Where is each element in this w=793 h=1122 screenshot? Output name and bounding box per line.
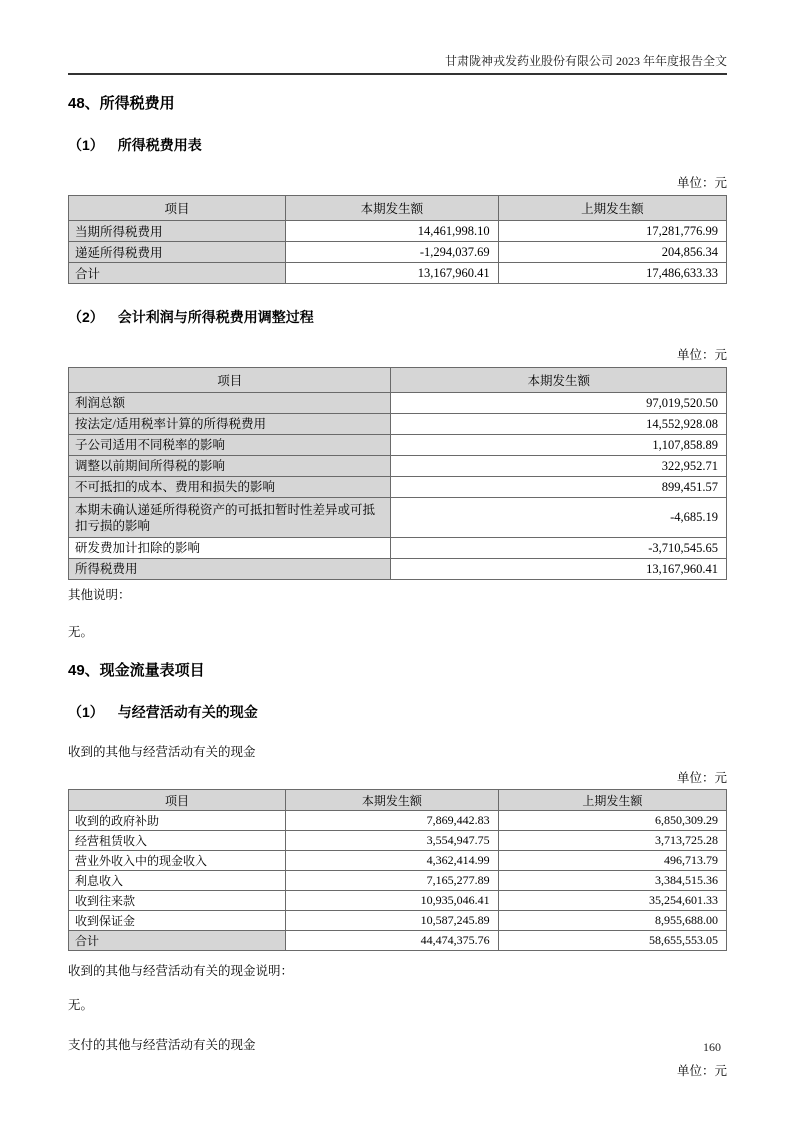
unit-label-3: 单位：元 <box>676 771 727 785</box>
row-current: 44,474,375.76 <box>286 931 499 951</box>
received-cash-title: 收到的其他与经营活动有关的现金 <box>68 745 256 759</box>
table-total-row <box>69 559 727 580</box>
row-prior: 8,955,688.00 <box>498 911 726 931</box>
section-48-title: 48、所得税费用 <box>68 95 175 112</box>
table-header-row <box>69 790 727 811</box>
table-row <box>69 456 727 477</box>
row-item: 收到保证金 <box>69 911 286 931</box>
doc-header-title: 甘肃陇神戎发药业股份有限公司 2023 年年度报告全文 <box>444 54 727 68</box>
row-item: 按法定/适用税率计算的所得税费用 <box>69 414 391 435</box>
sub2-title-text: 会计利润与所得税费用调整过程 <box>117 309 314 325</box>
row-item: 利润总额 <box>69 393 391 414</box>
row-current: 7,165,277.89 <box>286 871 499 891</box>
col-header-current: 本期发生额 <box>391 368 727 393</box>
row-current: 13,167,960.41 <box>286 263 499 284</box>
paid-cash-title: 支付的其他与经营活动有关的现金 <box>68 1038 256 1052</box>
table-row <box>69 891 727 911</box>
table-total-row <box>69 931 727 951</box>
table-row <box>69 871 727 891</box>
table-header-row <box>69 196 727 221</box>
row-item: 不可抵扣的成本、费用和损失的影响 <box>69 477 391 498</box>
row-prior: 17,281,776.99 <box>498 221 726 242</box>
row-item: 合计 <box>69 931 286 951</box>
unit-label-2: 单位：元 <box>676 348 727 362</box>
row-prior: 58,655,553.05 <box>498 931 726 951</box>
row-current: 1,107,858.89 <box>391 435 727 456</box>
row-current: 10,587,245.89 <box>286 911 499 931</box>
row-item: 经营租赁收入 <box>69 831 286 851</box>
table-row <box>69 435 727 456</box>
row-prior: 204,856.34 <box>498 242 726 263</box>
row-item: 当期所得税费用 <box>69 221 286 242</box>
col-header-item: 项目 <box>69 196 286 221</box>
table-row <box>69 851 727 871</box>
page-number: 160 <box>703 1040 721 1054</box>
table-row <box>69 242 727 263</box>
sub1-title-text: 所得税费用表 <box>117 137 202 153</box>
section-49-title: 49、现金流量表项目 <box>68 662 205 679</box>
row-item: 递延所得税费用 <box>69 242 286 263</box>
sub3-prefix: （1） <box>68 704 104 720</box>
row-item: 利息收入 <box>69 871 286 891</box>
header-divider <box>68 73 727 75</box>
table-row <box>69 221 727 242</box>
table-row <box>69 498 727 538</box>
row-current: -1,294,037.69 <box>286 242 499 263</box>
received-note-value: 无。 <box>68 998 94 1012</box>
row-item: 收到的政府补助 <box>69 811 286 831</box>
sub2-prefix: （2） <box>68 309 104 325</box>
row-current: 3,554,947.75 <box>286 831 499 851</box>
income-tax-expense-table <box>68 195 727 284</box>
row-current: 4,362,414.99 <box>286 851 499 871</box>
row-current: -4,685.19 <box>391 498 727 538</box>
row-current: 14,552,928.08 <box>391 414 727 435</box>
table-row <box>69 414 727 435</box>
received-cash-table <box>68 789 727 951</box>
table-row <box>69 393 727 414</box>
row-item: 所得税费用 <box>69 559 391 580</box>
section-48-sub2-title <box>68 310 727 325</box>
table-row <box>69 831 727 851</box>
row-item: 子公司适用不同税率的影响 <box>69 435 391 456</box>
sub1-prefix: （1） <box>68 137 104 153</box>
row-prior: 496,713.79 <box>498 851 726 871</box>
row-item: 营业外收入中的现金收入 <box>69 851 286 871</box>
doc-header <box>68 0 727 69</box>
row-item: 研发费加计扣除的影响 <box>69 538 391 559</box>
table-header-row <box>69 368 727 393</box>
table-total-row <box>69 263 727 284</box>
sub3-title-text: 与经营活动有关的现金 <box>117 704 258 720</box>
unit-label-4: 单位：元 <box>676 1064 727 1078</box>
tax-reconciliation-table <box>68 367 727 580</box>
col-header-prior: 上期发生额 <box>498 790 726 811</box>
table-row <box>69 538 727 559</box>
row-current: 322,952.71 <box>391 456 727 477</box>
row-item: 收到往来款 <box>69 891 286 911</box>
col-header-item: 项目 <box>69 790 286 811</box>
section-49-sub1-title <box>68 705 727 720</box>
col-header-item: 项目 <box>69 368 391 393</box>
col-header-prior: 上期发生额 <box>498 196 726 221</box>
table-row <box>69 911 727 931</box>
row-item: 合计 <box>69 263 286 284</box>
table-row <box>69 811 727 831</box>
row-current: 14,461,998.10 <box>286 221 499 242</box>
row-item: 调整以前期间所得税的影响 <box>69 456 391 477</box>
col-header-current: 本期发生额 <box>286 790 499 811</box>
received-note-label: 收到的其他与经营活动有关的现金说明： <box>68 964 294 978</box>
other-note-label: 其他说明： <box>68 588 131 602</box>
row-current: 899,451.57 <box>391 477 727 498</box>
row-prior: 3,713,725.28 <box>498 831 726 851</box>
table-row <box>69 477 727 498</box>
row-prior: 6,850,309.29 <box>498 811 726 831</box>
row-item: 本期未确认递延所得税资产的可抵扣暂时性差异或可抵扣亏损的影响 <box>69 498 391 538</box>
col-header-current: 本期发生额 <box>286 196 499 221</box>
unit-label-1: 单位：元 <box>676 176 727 190</box>
row-current: -3,710,545.65 <box>391 538 727 559</box>
row-current: 10,935,046.41 <box>286 891 499 911</box>
row-current: 7,869,442.83 <box>286 811 499 831</box>
section-48-sub1-title <box>68 138 727 153</box>
other-note-value: 无。 <box>68 625 94 639</box>
row-prior: 3,384,515.36 <box>498 871 726 891</box>
row-current: 97,019,520.50 <box>391 393 727 414</box>
row-prior: 35,254,601.33 <box>498 891 726 911</box>
row-prior: 17,486,633.33 <box>498 263 726 284</box>
row-current: 13,167,960.41 <box>391 559 727 580</box>
